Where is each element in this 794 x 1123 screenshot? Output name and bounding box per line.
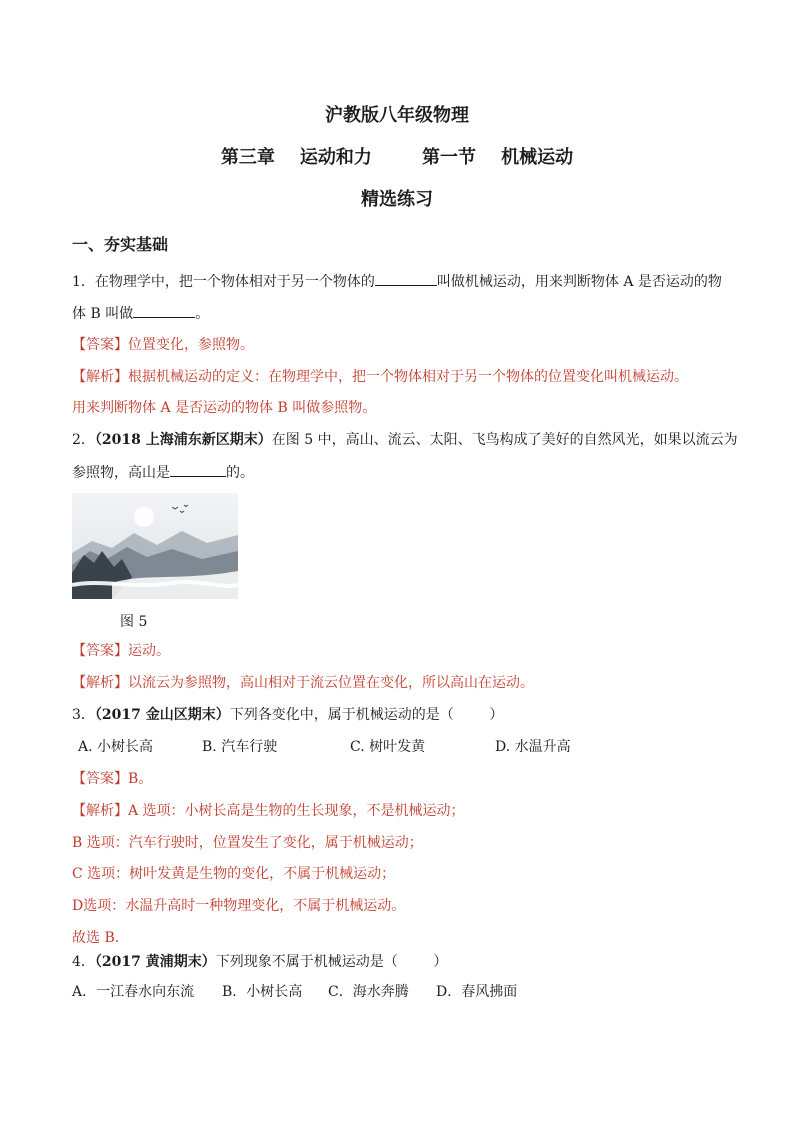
q2-answer	[72, 641, 722, 661]
figure-caption: 图 5	[120, 614, 148, 630]
q2-line1	[72, 430, 738, 450]
q3-analysis-2: B 选项：汽车行驶时，位置发生了变化，属于机械运动；	[72, 835, 423, 851]
q1-text-c: 体 B 叫做	[72, 306, 134, 322]
q3-option-b: B. 汽车行驶	[202, 739, 278, 755]
sun-icon	[134, 507, 154, 527]
answer-text: 运动。	[128, 643, 170, 659]
analysis-tag: 【解析】	[72, 675, 128, 691]
q1-text-a: 1．在物理学中，把一个物体相对于另一个物体的	[72, 274, 375, 290]
q1-answer	[72, 335, 722, 355]
q2-blank	[170, 462, 226, 477]
answer-tag: 【答案】	[72, 643, 128, 659]
q4-option-b: B．小树长高	[222, 984, 303, 1000]
q1-analysis-1	[72, 367, 722, 387]
q1-text-b: 叫做机械运动，用来判断物体 A 是否运动的物	[436, 274, 722, 290]
section-heading: 一、夯实基础	[72, 235, 169, 254]
landscape-image	[72, 493, 238, 599]
q3-option-a: A. 小树长高	[78, 739, 154, 755]
q4-option-c: C．海水奔腾	[328, 984, 409, 1000]
doc-subtitle: 精选练习	[361, 189, 433, 210]
q1-blank-1	[375, 271, 437, 286]
q3-option-d: D. 水温升高	[495, 739, 571, 755]
q3-num: 3．	[72, 707, 95, 723]
analysis-tag: 【解析】	[72, 803, 128, 819]
q3-analysis-1	[72, 801, 722, 821]
q4-option-a: A．一江春水向东流	[72, 984, 195, 1000]
q2-text-c: 的。	[226, 465, 254, 481]
q3-answer	[72, 769, 722, 789]
analysis-tag: 【解析】	[72, 369, 128, 385]
landscape-figure	[72, 493, 238, 599]
q2-num: 2．	[72, 432, 95, 448]
q4-options	[72, 982, 722, 1002]
q1-blank-2	[133, 303, 195, 318]
q4-num: 4．	[72, 954, 95, 970]
q2-analysis	[72, 673, 722, 693]
q3-options	[72, 737, 722, 757]
q3-analysis-4: D选项：水温升高时一种物理变化，不属于机械运动。	[72, 898, 406, 914]
answer-text: B。	[128, 771, 153, 787]
q3-line1	[72, 705, 722, 725]
q1-line1	[72, 271, 722, 292]
q2-source: （2018 上海浦东新区期末）	[94, 432, 272, 448]
answer-text: 位置变化，参照物。	[128, 337, 254, 353]
q1-analysis-2: 用来判断物体 A 是否运动的物体 B 叫做参照物。	[72, 400, 377, 416]
q3-source: （2017 金山区期末）	[94, 707, 230, 723]
answer-tag: 【答案】	[72, 337, 128, 353]
q3-text: 下列各变化中，属于机械运动的是（ ）	[229, 707, 504, 723]
q1-line2	[72, 303, 722, 324]
q4-line1	[72, 952, 722, 972]
q1-text-d: 。	[195, 306, 210, 322]
q4-option-d: D．春风拂面	[436, 984, 518, 1000]
analysis-text: 根据机械运动的定义：在物理学中，把一个物体相对于另一个物体的位置变化叫机械运动。	[128, 369, 688, 385]
q3-option-c: C. 树叶发黄	[350, 739, 426, 755]
q2-text-a: 在图 5 中，高山、流云、太阳、飞鸟构成了美好的自然风光，如果以流云为	[271, 432, 738, 448]
doc-title: 沪教版八年级物理	[325, 105, 469, 126]
q3-analysis-3: C 选项：树叶发黄是生物的变化，不属于机械运动；	[72, 866, 396, 882]
analysis-text: 以流云为参照物，高山相对于流云位置在变化，所以高山在运动。	[128, 675, 534, 691]
chapter-title: 第三章 运动和力 第一节 机械运动	[220, 147, 574, 168]
answer-tag: 【答案】	[72, 771, 128, 787]
q3-conclusion: 故选 B．	[72, 930, 129, 946]
q2-text-b: 参照物，高山是	[72, 465, 170, 481]
q2-line2	[72, 462, 722, 483]
q4-source: （2017 黄浦期末）	[94, 954, 216, 970]
analysis-text: A 选项：小树长高是生物的生长现象，不是机械运动；	[128, 803, 465, 819]
q4-text: 下列现象不属于机械运动是（ ）	[215, 954, 448, 970]
